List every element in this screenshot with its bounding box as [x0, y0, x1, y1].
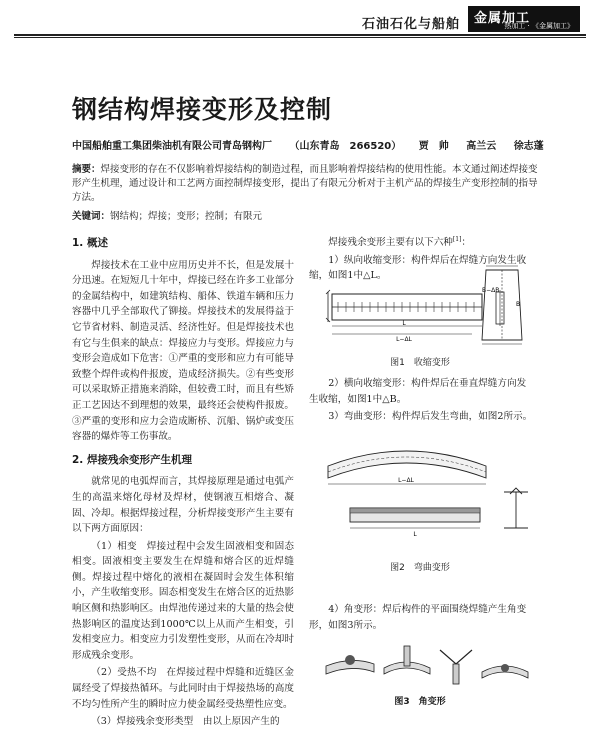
- figure-3-caption: 图3 角变形: [394, 697, 446, 707]
- abstract-text: 焊接变形的存在不仅影响着焊接结构的制造过程，而且影响着焊接结构的使用性能。本文通过阐述焊接变形产生机理，通过设计和工艺两方面控制焊接变形，提出了有限元分析对于主机产品的焊接生产变形控制的指导方法。: [72, 164, 538, 203]
- keywords-text: 钢结构；焊接；变形；控制；有限元: [110, 211, 263, 222]
- figure-1-caption: 图1 收缩变形: [390, 358, 450, 368]
- paragraph: 1）纵向收缩变形：构件焊后在焊缝方向发生收缩，如图1中△L。: [309, 254, 527, 282]
- affiliation-line: [72, 137, 558, 152]
- location: （山东青岛 266520）: [289, 141, 402, 152]
- affiliation: 中国船舶重工集团柴油机有限公司青岛钢构厂: [72, 141, 272, 152]
- paragraph: 就常见的电弧焊而言，其焊接原理是通过电弧产生的高温来熔化母材及焊材，使钢液互相熔合、凝固、冷却。根据焊接过程，分析焊接变形产生主要有以下两方面原因：: [72, 476, 294, 535]
- section-heading: 2. 焊接残余变形产生机理: [72, 453, 192, 466]
- keywords: [72, 208, 262, 222]
- paragraph: 2）横向收缩变形：构件焊后在垂直焊缝方向发生收缩，如图1中△B。: [309, 378, 527, 405]
- fig2-label: L: [413, 531, 417, 538]
- abstract-label: 摘要：: [72, 164, 101, 175]
- journal-name: 石油石化与船舶: [362, 17, 461, 32]
- abstract: [72, 163, 542, 205]
- figure-1-shrinkage-detail: [478, 262, 532, 348]
- left-column: [72, 232, 294, 732]
- figure-2-bending: [322, 432, 534, 552]
- author: 高兰云: [466, 141, 497, 152]
- fig2-label: L−ΔL: [398, 477, 414, 484]
- right-item-4: [309, 602, 534, 635]
- keywords-label: 关键词：: [72, 211, 111, 222]
- figure-3-angular: [322, 642, 534, 690]
- paragraph: （2）受热不均 在焊接过程中焊缝和近缝区金属经受了焊接热循环。与此同时由于焊接热场的高度不均匀性所产生的瞬时应力使金属经受热塑性应变。: [72, 667, 294, 710]
- paragraph: 3）弯曲变形：构件焊后发生弯曲，如图2所示。: [328, 411, 533, 423]
- paragraph: [309, 232, 534, 251]
- citation: [1]: [452, 236, 462, 243]
- fig1-label: B−ΔB: [482, 287, 500, 294]
- paragraph: 4）角变形：焊后构件的平面围绕焊缝产生角变形，如图3所示。: [309, 604, 527, 631]
- paragraph: （3）焊接残余变形类型 由以上原因产生的: [91, 716, 280, 728]
- author: 徐志蓬: [513, 141, 544, 152]
- fig1-label: B: [516, 301, 521, 308]
- intro-text: 焊接残余变形主要有以下六种: [328, 237, 453, 249]
- section-heading: 1. 概述: [72, 237, 108, 249]
- article-title: 钢结构焊接变形及控制: [72, 95, 333, 124]
- header-rule-thin: [14, 37, 586, 38]
- logo-main-text: 金属加工: [474, 11, 531, 26]
- intro-end: ：: [461, 237, 471, 249]
- logo-sub-text: 热加工 · 《金属加工》: [504, 22, 574, 30]
- fig1-label: L: [402, 320, 406, 327]
- journal-logo: [468, 6, 580, 32]
- right-items-2-3: [309, 376, 534, 427]
- fig1-label: L−ΔL: [396, 336, 412, 342]
- paragraph: 焊接技术在工业中应用历史并不长，但是发展十分迅速。在短短几十年中，焊接已经在许多工业部分的金属结构中，如建筑结构、船体、铁道车辆和压力容器中几乎全部取代了铆接。焊接技术的发展得益于它节省材料、制造灵活、经济性好。但是焊接技术也有它与生俱来的缺点：焊接应力与变形。焊接应力与变形会造成如下危害：①严重的变形和应力有可能导致整个焊件或构件报废，造成经济损失。②有些变形可以采取矫正措施来消除，但较费工时，而且有些矫正工艺因达不到理想的效果，最终还会使构件报废。③严重的变形和应力会造成断桥、沉船、锅炉或变压容器的爆炸等工伤事故。: [72, 259, 294, 443]
- figure-2-caption: 图2 弯曲变形: [390, 563, 450, 573]
- author: 贾 帅: [418, 141, 449, 152]
- header-rule: [14, 34, 586, 36]
- paragraph: （1）相变 焊接过程中会发生固液相变和固态相变。固液相变主要发生在焊缝和熔合区的近焊缝侧。焊接过程中熔化的液相在凝固时会发生体积缩小，产生收缩变形。固态相变发生在熔合区的近热影响区侧和热影响区。由焊池传递过来的大量的热会使热影响区的温度达到1000℃以上从而产生相变，引发相变应力。相变应力引发塑性变形，从而在冷却时形成残余变形。: [72, 540, 294, 661]
